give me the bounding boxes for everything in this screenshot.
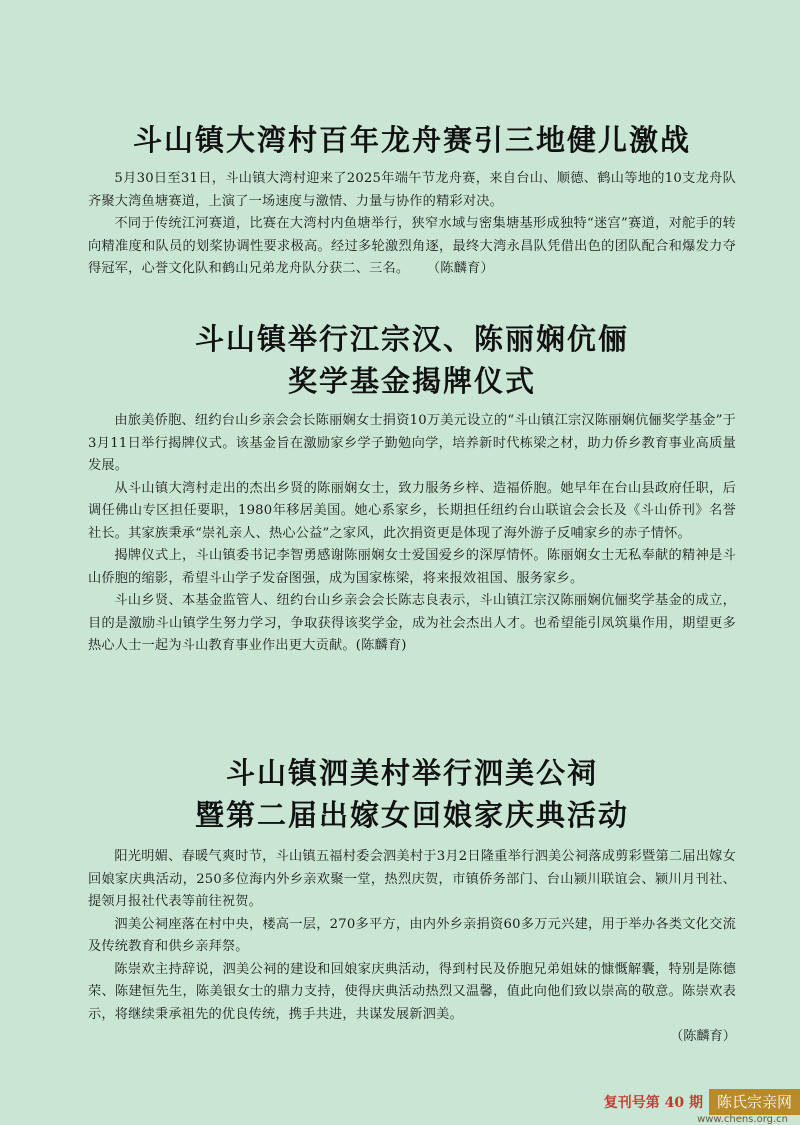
article-scholarship <box>88 318 736 658</box>
watermark-url: www.chens.org.cn <box>697 1114 788 1125</box>
paragraph-text: 不同于传统江河赛道，比赛在大湾村内鱼塘举行，狭窄水域与密集塘基形成独特“迷宫”赛道，对舵手的转向精准度和队员的划桨协调性要求极高。经过多轮激烈角逐，最终大湾永昌队凭借出色的团队配合和爆发力夺得冠军，心誉文化队和鹤山兄弟龙舟队分获二、三名。 <box>88 216 736 276</box>
article-author: （陈麟育） <box>670 1029 736 1044</box>
article-dragon-boat <box>88 118 736 281</box>
issue-number: 复刊号第 40 期 <box>603 1095 703 1111</box>
article-paragraph <box>88 213 736 281</box>
article-title <box>88 318 736 402</box>
article-paragraph: 揭牌仪式上，斗山镇委书记李智勇感谢陈丽娴女士爱国爱乡的深厚情怀。陈丽娴女士无私奉献的精神是斗山侨胞的缩影，希望斗山学子发奋图强，成为国家栋梁，将来报效祖国、服务家乡。 <box>88 548 736 586</box>
paragraph-text: 斗山乡贤、本基金监管人、纽约台山乡亲会会长陈志良表示，斗山镇江宗汉陈丽娴伉俪奖学基金的成立，目的是激励斗山镇学生努力学习，争取获得该奖学金，成为社会杰出人才。也希望能引凤筑巢作用，期望更多热心人士一起为斗山教育事业作出更大贡献。 <box>88 593 736 653</box>
article-paragraph <box>88 590 736 658</box>
article-paragraph: 由旅美侨胞、纽约台山乡亲会会长陈丽娴女士捐资10万美元设立的“斗山镇江宗汉陈丽娴伉俪奖学基金”于3月11日举行揭牌仪式。该基金旨在激励家乡学子勤勉向学，培养新时代栋梁之材，助力侨乡教育事业高质量发展。 <box>88 413 736 473</box>
article-title <box>88 752 736 836</box>
article-author: （陈麟育） <box>426 261 494 276</box>
article-paragraph: 陈崇欢主持辞说，泗美公祠的建设和回娘家庆典活动，得到村民及侨胞兄弟姐妹的慷慨解囊，特别是陈德荣、陈建恒先生，陈美银女士的鼎力支持，使得庆典活动热烈又温馨，值此向他们致以崇高的敬意。陈崇欢表示，将继续秉承祖先的优良传统，携手共进，共谋发展新泗美。 <box>88 961 736 1022</box>
article-paragraph: 阳光明媚、春暖气爽时节，斗山镇五福村委会泗美村于3月2日隆重举行泗美公祠落成剪彩暨第二届出嫁女回娘家庆典活动，250多位海内外乡亲欢聚一堂，热烈庆贺，市镇侨务部门、台山颍川联谊会、颍川月刊社、提领月报社代表等前往祝贺。 <box>88 849 736 909</box>
article-paragraph: 5月30日至31日，斗山镇大湾村迎来了2025年端午节龙舟赛，来自台山、顺德、鹤山等地的10支龙舟队齐聚大湾鱼塘赛道，上演了一场速度与激情、力量与协作的精彩对决。 <box>88 171 736 209</box>
title-line: 斗山镇泗美村举行泗美公祠 <box>225 756 598 790</box>
title-line: 斗山镇大湾村百年龙舟赛引三地健儿激战 <box>132 123 691 157</box>
article-ancestral-hall <box>88 752 736 1049</box>
site-watermark: 陈氏宗亲网 <box>709 1089 800 1115</box>
article-title <box>88 118 736 162</box>
article-paragraph: 泗美公祠座落在村中央，楼高一层，270多平方，由内外乡亲捐资60多万元兴建，用于举办各类文化交流及传统教育和供乡亲拜祭。 <box>88 916 736 954</box>
page-footer <box>604 1089 800 1115</box>
title-line: 暨第二届出嫁女回娘家庆典活动 <box>194 798 629 832</box>
article-author: (陈麟育) <box>355 638 407 653</box>
title-line: 斗山镇举行江宗汉、陈丽娴伉俪 <box>194 322 629 356</box>
title-line: 奖学基金揭牌仪式 <box>287 364 536 398</box>
article-paragraph: 从斗山镇大湾村走出的杰出乡贤的陈丽娴女士，致力服务乡梓、造福侨胞。她早年在台山县政府任职，后调任佛山专区担任要职，1980年移居美国。她心系家乡，长期担任纽约台山联谊会会长及《斗山侨刊》名誉社长。其家族秉承“崇礼亲人、热心公益”之家风，此次捐资更是体现了海外游子反哺家乡的赤子情怀。 <box>88 480 736 541</box>
